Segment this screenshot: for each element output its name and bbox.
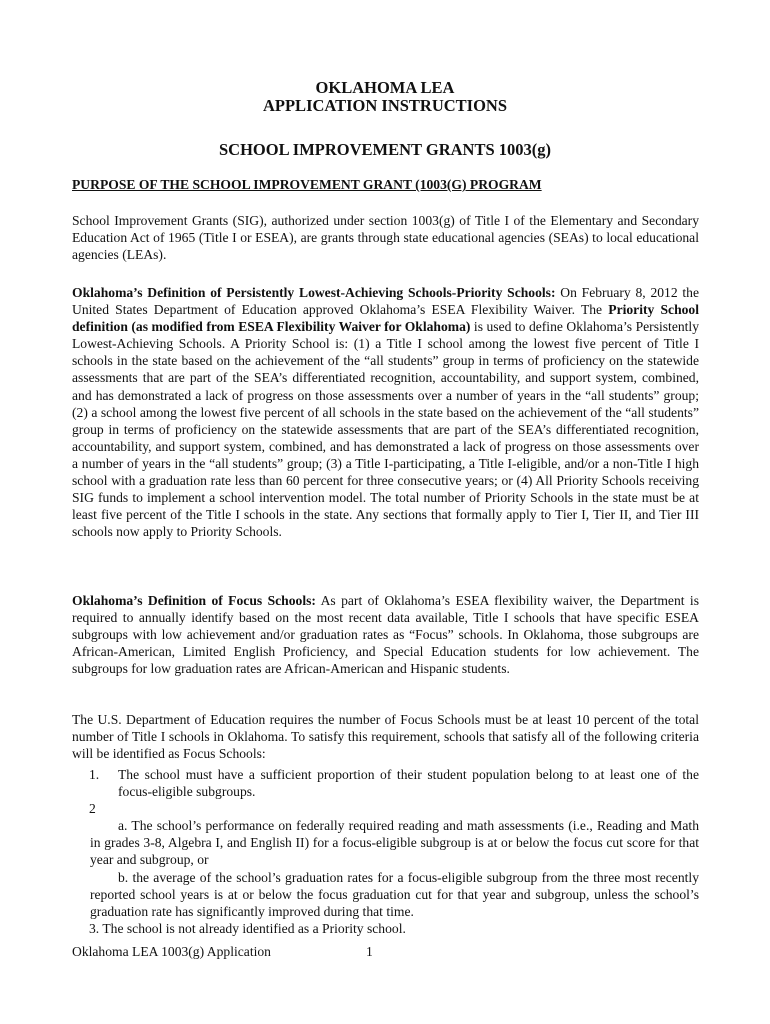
criteria-item-2 (72, 800, 699, 817)
focus-text: As part of Oklahoma’s ESEA flexibility waiver, the Department is required to annually identify based on the most recent data available, Title I schools that have specific ESEA subgroups with low achievement and/or graduation rates as “Focus” schools. In Oklahoma, those subgroups are African-American, Limited English Proficiency, and Special Education students for low achievement. The subgroups for low graduation rates are African-American and Hispanic students. (72, 593, 699, 677)
priority-text-a: On February 8, 2012 the United States Department of Education approved Oklahoma’s ESEA Flexibility Waiver. The (72, 285, 700, 318)
priority-text-b: is used to define Oklahoma’s Persistently Lowest-Achieving Schools. A Priority School is: (1) a Title I school among the lowest five percent of Title I schools in the state based on the achievement of the “all students” group in terms of proficiency on the statewide assessments that are part of the SEA’s differentiated recognition, accountability, and support system, combined, and has demonstrated a lack of progress on those assessments over a number of years in the “all students” group; (2) a school among the lowest five percent of all schools in the state based on the achievement of the “all students” group in terms of proficiency on the statewide assessments that are part of the SEA’s differentiated recognition, accountability, and support system, combined, and has demonstrated a lack of progress on those assessments over a number of years in the “all students” group; (3) a Title I-participating, a Title I-eligible, and/or a non-Title I high school with a graduation rate less than 60 percent for three consecutive years; or (4) All Priority Schools receiving SIG funds to implement a school intervention model. The total number of Priority Schools in the state must be at least five percent of the Title I schools in the state. Any sections that formally apply to Tier I, Tier II, and Tier III schools now apply to Priority Schools. (72, 319, 700, 540)
priority-definition-paragraph (72, 284, 699, 540)
criteria-item-2a-text: a. The school’s performance on federally required reading and math assessments (i.e., Reading and Math in grades 3-8, Algebra I, and English II) for a focus-eligible subgroup is at or below the focus cut score for that year and subgroup, or (90, 818, 699, 868)
page-number: 1 (366, 944, 373, 959)
criteria-item-3: 3. The school is not already identified as a Priority school. (89, 920, 406, 936)
focus-heading: Oklahoma’s Definition of Focus Schools: (72, 593, 316, 608)
title-line-2: APPLICATION INSTRUCTIONS (262, 96, 508, 115)
focus-definition-paragraph (72, 592, 699, 677)
criteria-item-2-number: 2 (89, 801, 96, 817)
criteria-item-2b-text: b. the average of the school’s graduation rates for a focus-eligible subgroup from the three most recently reported school years is at or below the focus graduation cut for that year and subgroup, unless the school’s graduation rate has significantly improved during that time. (90, 869, 699, 919)
criteria-item-2a (72, 817, 699, 868)
priority-heading: Oklahoma’s Definition of Persistently Lowest-Achieving Schools-Priority Schools: (72, 285, 556, 300)
criteria-item-2b (72, 869, 699, 920)
criteria-list (72, 766, 699, 937)
criteria-item-1-number: 1. (89, 767, 100, 782)
title-line-1: OKLAHOMA LEA (315, 78, 455, 97)
criteria-item-1 (72, 766, 699, 800)
footer-label: Oklahoma LEA 1003(g) Application (72, 944, 271, 959)
intro-paragraph: School Improvement Grants (SIG), authorized under section 1003(g) of Title I of the Elementary and Secondary Education Act of 1965 (Title I or ESEA), are grants through state educational agencies (SEAs) to local educational agencies (LEAs). (72, 213, 699, 263)
section-heading: PURPOSE OF THE SCHOOL IMPROVEMENT GRANT (1003(G) PROGRAM (72, 177, 542, 192)
title-line-3: SCHOOL IMPROVEMENT GRANTS 1003(g) (218, 140, 551, 159)
priority-definition-label: Priority School definition (as modified from ESEA Flexibility Waiver for Oklahoma) (72, 302, 700, 335)
criteria-item-1-text: The school must have a sufficient proportion of their student population belong to at least one of the focus-eligible subgroups. (118, 767, 699, 800)
requirement-paragraph: The U.S. Department of Education requires the number of Focus Schools must be at least 10 percent of the total number of Title I schools in Oklahoma. To satisfy this requirement, schools that satisfy all of the following criteria will be identified as Focus Schools: (72, 712, 699, 762)
